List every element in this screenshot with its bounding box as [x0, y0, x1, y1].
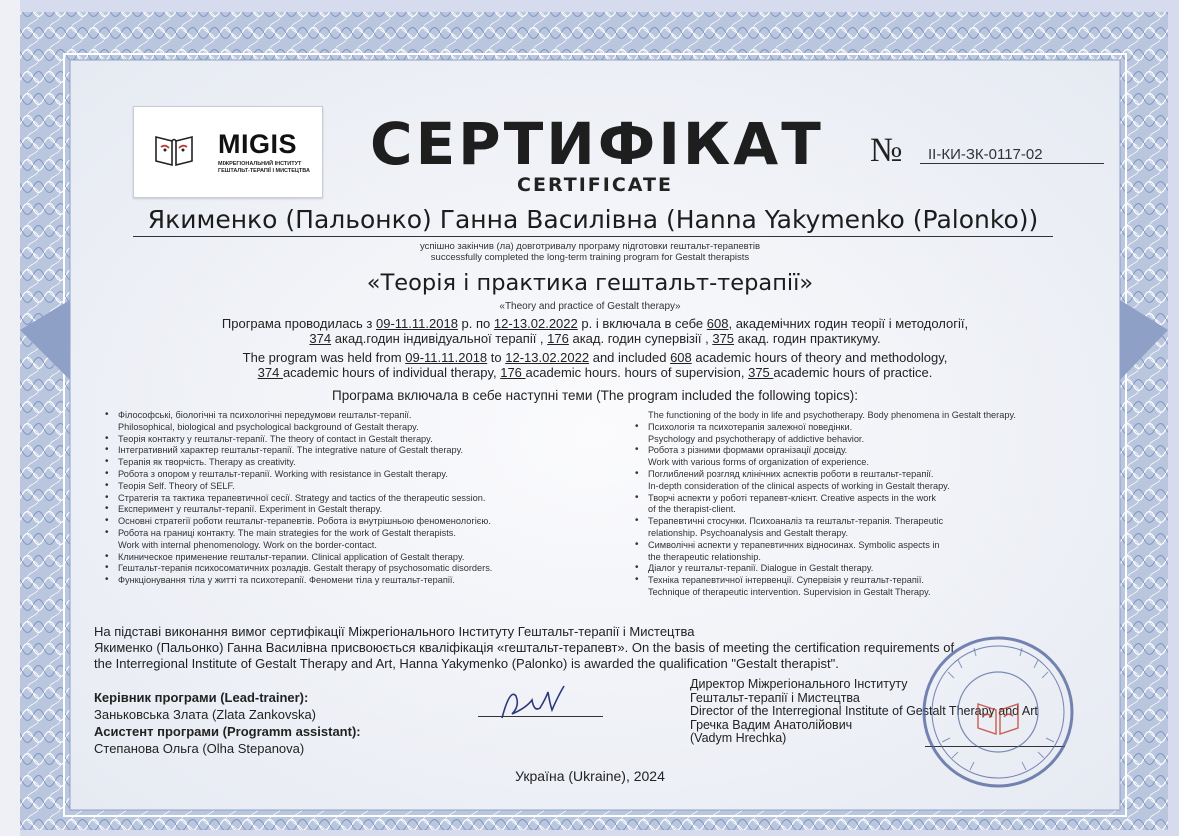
topic-item: • Діалог у гештальт-терапії. Dialogue in Gestalt therapy.	[634, 563, 1114, 575]
completion-uk: успішно закінчив (ла) довготривалу програму підготовки гештальт-терапевтів	[419, 241, 761, 252]
topic-item: relationship. Psychoanalysis and Gestalt therapy.	[648, 527, 849, 538]
topic-item: The functioning of the body in life and psychotherapy. Body phenomena in Gestalt therapy.	[648, 410, 1016, 420]
topic-item: Work with various forms of organization of experience.	[648, 457, 869, 468]
topic-item: the therapeutic relationship.	[648, 551, 761, 562]
completion-en: successfully completed the long-term training program for Gestalt therapists	[430, 252, 750, 263]
logo-name: MIGIS	[218, 129, 298, 159]
number-sign: №	[870, 132, 903, 169]
hours-en-line1: The program was held from 09-11.11.2018 to 12-13.02.2022 and included 608 academic hours of theory and methodology,	[242, 350, 948, 365]
topic-item: • Теорія контакту у гештальт-терапії. The theory of contact in Gestalt therapy.	[104, 434, 624, 446]
assistant-label: Асистент програми (Programm assistant):	[94, 724, 361, 739]
topic-item: • Клиническое применение гештальт-терапии. Clinical application of Gestalt therapy.	[104, 552, 624, 564]
topic-item: Philosophical, biological and psychological background of Gestalt therapy.	[118, 421, 419, 432]
certificate-subtitle: CERTIFICATE	[517, 174, 673, 196]
director-block: Директор Міжрегіонального Інституту Гештальт-терапії і Мистецтва Director of the Interregional Institute of Gestalt Therapy and Art Гречка Вадим Анатолійович (Vadym Hrechka)	[690, 677, 1038, 745]
topic-item: • Інтегративний характер гештальт-терапії. The integrative nature of Gestalt therapy.	[104, 445, 624, 457]
program-title: «Теорія і практика гештальт-терапії»	[366, 270, 814, 296]
logo-box	[133, 106, 323, 198]
hours-uk-line2: 374 акад.годин індивідуальної терапії , 176 акад. годин супервізії , 375 акад. годин практикуму.	[309, 331, 881, 346]
assistant-name: Степанова Ольга (Olha Stepanova)	[94, 741, 305, 756]
topics-heading: Програма включала в себе наступні теми (The program included the following topics):	[332, 388, 858, 403]
topic-item: • Робота з різними формами організації досвіду.	[634, 445, 1114, 457]
hours-en-line2: 374 academic hours of individual therapy, 176 academic hours. hours of supervision, 375 academic hours of practice.	[257, 365, 933, 380]
topic-item: • Творчі аспекти у роботі терапевт-клієнт. Creative aspects in the work	[634, 493, 1114, 505]
program-title-en: «Theory and practice of Gestalt therapy»	[499, 301, 681, 312]
lead-trainer-name: Заньковська Злата (Zlata Zankovska)	[94, 707, 317, 722]
topics-right	[634, 410, 1114, 599]
qualification-statement: На підставі виконання вимог сертифікації Міжрегіонального Інституту Гештальт-терапії і Мистецтва Якименко (Пальонко) Ганна Василівна присвоюється кваліфікація «гештальт-терапевт». On the basis of meeting the certification requirements of the Interregional Institute of Gestalt Therapy and Art, Hanna Yakymenko (Palonko) is awarded the qualification "Gestalt therapist".	[94, 624, 955, 671]
topic-item: • Поглиблений розгляд клінічних аспектів роботи в гештальт-терапії.	[634, 469, 1114, 481]
topic-item: • Філософські, біологічні та психологічні передумови гештальт-терапії.	[104, 410, 624, 422]
recipient-name: Якименко (Пальонко) Ганна Василівна (Hanna Yakymenko (Palonko))	[133, 205, 1053, 237]
footer-place-year: Україна (Ukraine), 2024	[515, 768, 665, 784]
topic-item: • Робота на границі контакту. The main strategies for the work of Gestalt therapists.	[104, 528, 624, 540]
hours-uk-line1: Програма проводилась з 09-11.11.2018 р. по 12-13.02.2022 р. і включала в себе 608, академічних годин теорії і методології,	[221, 316, 969, 331]
topics-left	[104, 410, 624, 587]
topic-item: • Основні стратегії роботи гештальт-терапевтів. Робота із внутрішньою феноменологією.	[104, 516, 624, 528]
topic-item: • Стратегія та тактика терапевтичної сесії. Strategy and tactics of the therapeutic session.	[104, 493, 624, 505]
topic-item: Psychology and psychotherapy of addictive behavior.	[648, 433, 865, 444]
topic-item: of the therapist-client.	[648, 504, 736, 515]
topic-item: In-depth consideration of the clinical aspects of working in Gestalt therapy.	[648, 480, 950, 491]
topic-item: • Техніка терапевтичної інтервенції. Супервізія у гештальт-терапії.	[634, 575, 1114, 587]
topic-item: Work with internal phenomenology. Work on the border-contact.	[118, 539, 377, 550]
topic-item: • Терапевтичні стосунки. Психоаналіз та гештальт-терапія. Therapeutic	[634, 516, 1114, 528]
topic-item: • Теорія Self. Theory of SELF.	[104, 481, 624, 493]
logo-subtitle: МІЖРЕГІОНАЛЬНИЙ ІНСТИТУТ ГЕШТАЛЬТ-ТЕРАПІЇ І МИСТЕЦТВА	[218, 161, 310, 174]
lead-trainer-label: Керівник програми (Lead-trainer):	[94, 690, 309, 705]
signature-line	[478, 716, 603, 717]
topic-item: • Функціонування тіла у житті та психотерапії. Феномени тіла у гештальт-терапії.	[104, 575, 624, 587]
book-logo-icon	[152, 127, 196, 171]
certificate-title: СЕРТИФІКАТ	[370, 110, 824, 178]
topic-item: • Експеримент у гештальт-терапії. Experiment in Gestalt therapy.	[104, 504, 624, 516]
topic-item: • Терапія як творчість. Therapy as creativity.	[104, 457, 624, 469]
lead-trainer-signature	[482, 678, 602, 728]
topic-item: Technique of therapeutic intervention. Supervision in Gestalt Therapy.	[648, 586, 931, 597]
topic-item: • Робота з опором у гештальт-терапії. Working with resistance in Gestalt therapy.	[104, 469, 624, 481]
topic-item: • Символічні аспекти у терапевтичних відносинах. Symbolic aspects in	[634, 540, 1114, 552]
certificate-number: ІІ-КИ-ЗК-0117-02	[920, 146, 1104, 164]
institute-stamp-icon	[918, 632, 1078, 792]
topic-item: • Психологія та психотерапія залежної поведінки.	[634, 422, 1114, 434]
topic-item: • Гештальт-терапія психосоматичних розладів. Gestalt therapy of psychosomatic disorders.	[104, 563, 624, 575]
